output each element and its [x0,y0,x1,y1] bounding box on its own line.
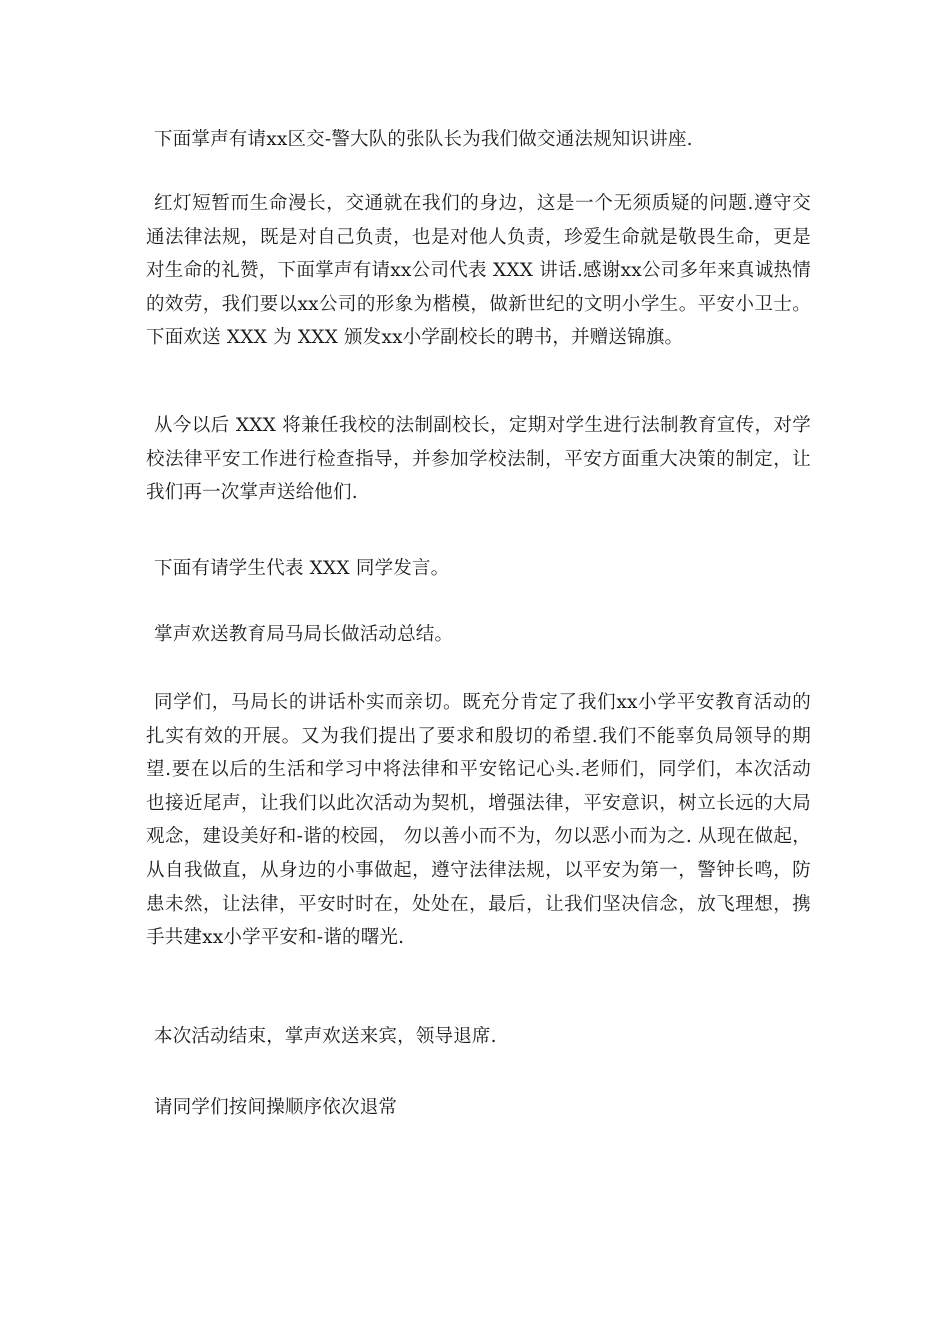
paragraph-summary-invitation: 掌声欢送教育局马局长做活动总结。 [154,624,454,645]
paragraph-lecture-invitation: 下面掌声有请xx区交-警大队的张队长为我们做交通法规知识讲座. [154,129,693,150]
paragraph-traffic-safety: 红灯短暂而生命漫长，交通就在我们的身边，这是一个无须质疑的问题.遵守交通法律法规，既是对自己负责，也是对他人负责，珍爱生命就是敬畏生命，更是对生命的礼赞，下面掌声有请xx公司代表 XXX 讲话.感谢xx公司多年来真诚热情的效劳，我们要以xx公司的形象为楷模，做新世纪的文明小学生。平安小卫士。下面欢送 XXX 为 XXX 颁发xx小学副校长的聘书，并赠送锦旗。 [146,193,811,349]
paragraph-dismissal: 请同学们按间操顺序依次退常 [154,1097,398,1118]
paragraph-student-speech: 下面有请学生代表 XXX 同学发言。 [154,558,450,579]
paragraph-closing-remarks: 同学们，马局长的讲话朴实而亲切。既充分肯定了我们xx小学平安教育活动的扎实有效的开展。又为我们提出了要求和殷切的希望.我们不能辜负局领导的期望.要在以后的生活和学习中将法律和平安铭记心头.老师们，同学们，本次活动也接近尾声，让我们以此次活动为契机，增强法律，平安意识，树立长远的大局观念，建设美好和-谐的校园， 勿以善小而不为，勿以恶小而为之. 从现在做起，从自我做直，从身边的小事做起，遵守法律法规，以平安为第一，警钟长鸣，防患未然，让法律，平安时时在，处处在，最后，让我们坚决信念，放飞理想，携手共建xx小学平安和-谐的曙光. [146,692,811,949]
paragraph-vice-principal: 从今以后 XXX 将兼任我校的法制副校长，定期对学生进行法制教育宣传，对学校法律平安工作进行检查指导，并参加学校法制，平安方面重大决策的制定，让我们再一次掌声送给他们. [146,415,811,504]
paragraph-event-end: 本次活动结束，掌声欢送来宾，领导退席. [154,1026,497,1047]
